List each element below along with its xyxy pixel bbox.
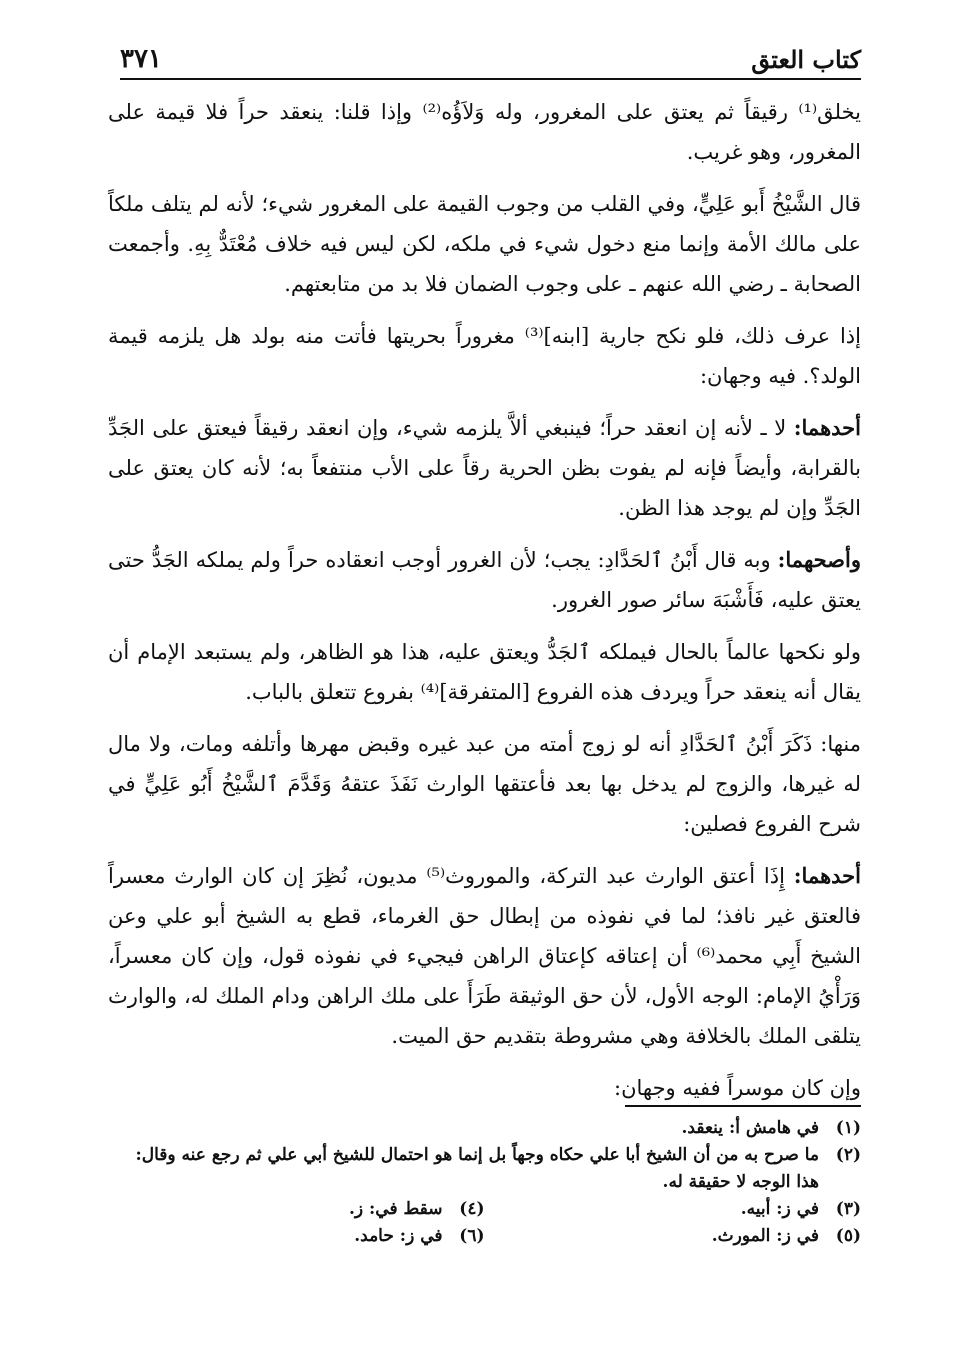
chapter-title: كتاب العتق xyxy=(751,45,861,74)
footnote-text: سقط في: ز. xyxy=(348,1199,443,1219)
footnote xyxy=(108,1223,485,1250)
paragraph-text: لا ـ لأنه إن انعقد حراً؛ فينبغي ألاَّ يلزمه شيء، وإن انعقد رقيقاً فيعتق على الجَدِّ بالقرابة، وأيضاً فإنه لم يفوت بظن الحرية رقاً على الأب منتفعاً به؛ لأنه كان يعتق على الجَدِّ وإن لم يوجد هذا الظن. xyxy=(108,416,861,520)
footnote xyxy=(108,1196,485,1223)
footnote-row xyxy=(108,1223,861,1250)
footnote xyxy=(485,1223,862,1250)
paragraph-text: وإن كان موسراً ففيه وجهان: xyxy=(614,1076,861,1100)
paragraph-text: إذا عرف ذلك، فلو نكح جارية [ابنه]⁽³⁾ مغروراً بحريتها فأتت منه بولد هل يلزمه قيمة الولد؟. فيه وجهان: xyxy=(108,324,861,388)
footnote-text: في ز: أبيه. xyxy=(740,1199,819,1219)
footnote-text: ما صرح به من أن الشيخ أبا علي حكاه وجهاً بل إنما هو احتمال للشيخ أبي علي ثم رجع عنه وقال: هذا الوجه لا حقيقة له. xyxy=(135,1145,819,1192)
footnote-divider xyxy=(625,1105,861,1107)
footnote-row xyxy=(108,1196,861,1223)
footnote-text: في ز: حامد. xyxy=(354,1226,443,1246)
footnotes xyxy=(108,1115,861,1250)
footnote-text: في ز: المورث. xyxy=(711,1226,819,1246)
paragraph xyxy=(108,540,861,620)
footnote-number: (٣) xyxy=(835,1199,861,1219)
footnote-number: (١) xyxy=(835,1118,861,1138)
paragraph-text: يخلق⁽¹⁾ رقيقاً ثم يعتق على المغرور، وله وَلاَؤُه⁽²⁾ وإذا قلنا: ينعقد حراً فلا قيمة على المغرور، وهو غريب. xyxy=(108,100,861,164)
paragraph-lead: أحدهما: xyxy=(793,863,862,888)
paragraph xyxy=(108,632,861,712)
paragraph-lead: وأصحهما: xyxy=(777,547,861,572)
page-number: ٣٧١ xyxy=(120,44,162,74)
paragraph-text: قال الشَّيْخُ أَبو عَلِيٍّ، وفي القلب من وجوب القيمة على المغرور شيء؛ لأنه لم يتلف ملكاً على مالك الأمة وإنما منع دخول شيء في ملكه، لكن ليس فيه خلاف مُعْتَدٌّ بِهِ. وأجمعت الصحابة ـ رضي الله عنهم ـ على وجوب الضمان فلا بد من متابعتهم. xyxy=(108,192,861,296)
paragraph xyxy=(108,92,861,172)
paragraph xyxy=(108,856,861,1056)
footnote-number: (٤) xyxy=(459,1199,485,1219)
page-header xyxy=(120,34,861,80)
footnote-text: في هامش أ: ينعقد. xyxy=(681,1118,819,1138)
paragraph xyxy=(108,184,861,304)
main-text xyxy=(108,92,861,1120)
paragraph xyxy=(108,724,861,844)
footnote-number: (٥) xyxy=(835,1226,861,1246)
paragraph xyxy=(108,408,861,528)
footnote-number: (٢) xyxy=(835,1145,861,1165)
paragraph xyxy=(108,316,861,396)
paragraph xyxy=(108,1068,861,1108)
footnote xyxy=(485,1196,862,1223)
paragraph-text: ولو نكحها عالماً بالحال فيملكه ٱلجَدُّ ويعتق عليه، هذا هو الظاهر، ولم يستبعد الإمام أن يقال أنه ينعقد حراً ويردف هذه الفروع [المتفرقة]⁽⁴⁾ بفروع تتعلق بالباب. xyxy=(108,640,861,704)
paragraph-text: وبه قال أَبْنُ ٱلحَدَّادِ: يجب؛ لأن الغرور أوجب انعقاده حراً ولم يملكه الجَدُّ حتى يعتق عليه، فَأَشْبَهَ سائر صور الغرور. xyxy=(108,548,861,612)
footnote xyxy=(108,1142,861,1196)
paragraph-text: إِذَا أعتق الوارث عبد التركة، والموروث⁽⁵⁾ مديون، نُظِرَ إن كان الوارث معسراً فالعتق غير نافذ؛ لما في نفوذه من إبطال حق الغرماء، قطع به الشيخ أبو علي وعن الشيخ أَبِي محمد⁽⁶⁾ أن إعتاقه كإعتاق الراهن فيجيء في نفوذه قول، وإن كان معسراً، وَرَأْيُ الإمام: الوجه الأول، لأن حق الوثيقة طَرَأَ على ملك الراهن ودام الملك له، والوارث يتلقى الملك بالخلافة وهي مشروطة بتقديم حق الميت. xyxy=(108,864,861,1048)
paragraph-lead: أحدهما: xyxy=(793,415,861,440)
footnote-number: (٦) xyxy=(459,1226,485,1246)
footnote xyxy=(108,1115,861,1142)
paragraph-text: منها: ذَكَرَ أَبْنُ ٱلحَدَّادِ أنه لو زوج أمته من عبد غيره وقبض مهرها وأتلفه ومات، ولا مال له غيرها، والزوج لم يدخل بها بعد فأعتقها الوارث نَفَذَ عتقهُ وَقَدَّمَ ٱلشَّيْخُ أَبُو عَلِيٍّ في شرح الفروع فصلين: xyxy=(108,732,861,836)
